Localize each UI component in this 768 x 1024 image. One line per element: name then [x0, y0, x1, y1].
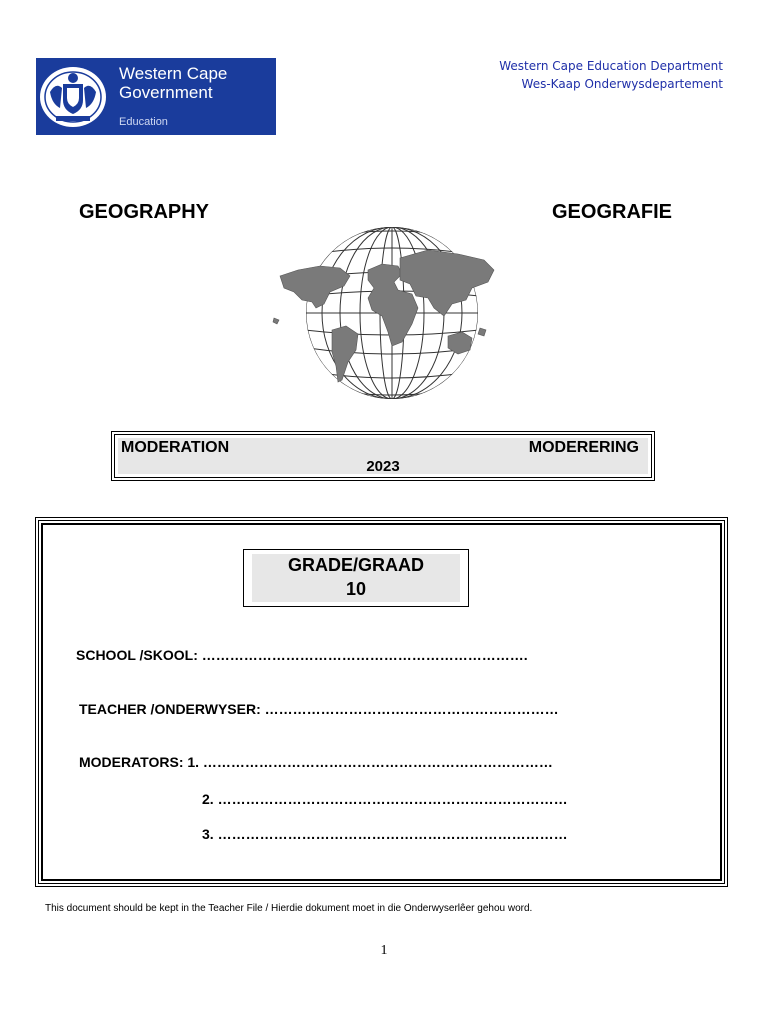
- grade-label: GRADE/GRAAD: [287, 555, 424, 575]
- moderation-afrikaans: MODERERING: [528, 439, 639, 456]
- teacher-field: TEACHER /ONDERWYSER: ………………………………………………………: [79, 701, 559, 717]
- subject-english: GEOGRAPHY: [79, 201, 210, 223]
- wcg-logo: [36, 58, 276, 135]
- moderation-box: [111, 431, 655, 481]
- moderator-1-field: MODERATORS: 1. …………………………………………………………………: [79, 754, 553, 770]
- moderation-english: MODERATION: [121, 439, 230, 456]
- logo-line-3: Education: [119, 116, 168, 128]
- logo-line-2: Government: [119, 83, 213, 102]
- moderation-year: 2023: [366, 458, 400, 475]
- department-english: Western Cape Education Department: [499, 59, 723, 73]
- department-afrikaans: Wes-Kaap Onderwysdepartement: [521, 77, 723, 91]
- school-field: SCHOOL /SKOOL: …………………………………………………………….: [76, 647, 528, 663]
- globe-icon: [272, 218, 506, 404]
- moderator-3-field: 3. …………………………………………………………………: [202, 826, 568, 842]
- footer-note: This document should be kept in the Teacher File / Hierdie dokument moet in die Onderwyserlêer gehou word.: [45, 903, 533, 914]
- department-name: [499, 57, 723, 93]
- grade-value: 10: [345, 579, 367, 599]
- grade-box: [243, 549, 469, 607]
- coat-of-arms-icon: [38, 62, 108, 132]
- page-number: 1: [380, 943, 388, 958]
- subject-afrikaans: GEOGRAFIE: [552, 201, 673, 223]
- moderator-2-field: 2. …………………………………………………………………: [202, 791, 568, 807]
- logo-line-1: Western Cape: [119, 64, 228, 83]
